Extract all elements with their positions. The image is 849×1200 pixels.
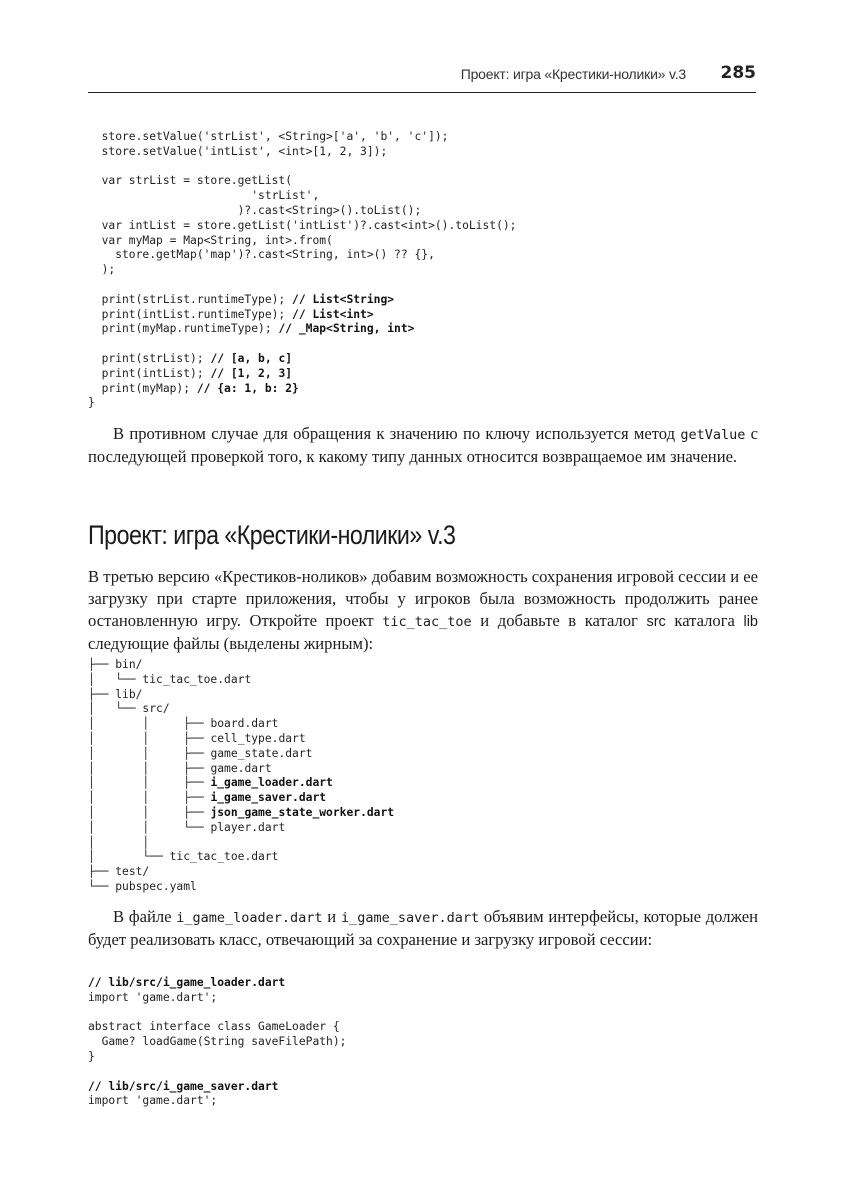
- code-block-bottom: [88, 976, 346, 1109]
- code-line: )?.cast<String>().toList();: [88, 203, 422, 217]
- code-line: [88, 976, 285, 989]
- code-line: store.setValue('strList', <String>['a', 'b', 'c']);: [88, 130, 449, 143]
- code-line: print(intList); // [1, 2, 3]: [88, 366, 293, 380]
- code-line: import 'game.dart';: [88, 1094, 218, 1108]
- tree-entry-name: cell_type.dart: [210, 731, 306, 745]
- tree-entry: │ │ ├── json_game_state_worker.dart: [88, 805, 395, 819]
- dir-name-src: src: [646, 614, 666, 630]
- tree-entry-name: json_game_state_worker.dart: [210, 805, 395, 819]
- tree-entry-name: board.dart: [210, 717, 279, 731]
- code-line: import 'game.dart';: [88, 990, 218, 1004]
- tree-entry: │ │ ├── board.dart: [88, 717, 279, 731]
- tree-entry-name: pubspec.yaml: [115, 879, 197, 893]
- tree-entry: │ │ ├── game.dart: [88, 761, 272, 775]
- tree-entry-name: lib/: [115, 687, 143, 701]
- code-comment: // lib/src/i_game_loader.dart: [88, 976, 286, 989]
- code-line: 'strList',: [88, 189, 320, 203]
- inline-code-saver-file: i_game_saver.dart: [340, 910, 480, 926]
- tree-entry: ├── test/: [88, 865, 150, 879]
- tree-entry-name: test/: [115, 865, 150, 879]
- code-line: [88, 1080, 278, 1093]
- tree-entry-name: game.dart: [210, 761, 272, 775]
- tree-entry-name: game_state.dart: [210, 746, 313, 760]
- tree-entry-name: i_game_saver.dart: [210, 791, 327, 805]
- code-line: print(strList.runtimeType); // List<String>: [88, 292, 395, 306]
- file-tree: [88, 658, 394, 895]
- tree-entry: │ │ ├── i_game_saver.dart: [88, 791, 327, 805]
- code-line: }: [88, 396, 95, 410]
- code-line: }: [88, 1049, 95, 1063]
- inline-code-loader-file: i_game_loader.dart: [176, 910, 323, 926]
- tree-entry: ├── lib/: [88, 687, 143, 701]
- tree-entry-name: src/: [142, 702, 170, 716]
- code-comment: // _Map<String, int>: [278, 322, 415, 336]
- running-header: [88, 62, 756, 93]
- tree-entry-name: player.dart: [210, 820, 286, 834]
- tree-entry-name: tic_tac_toe.dart: [142, 672, 252, 686]
- code-line: print(myMap.runtimeType); // _Map<String, int>: [88, 322, 415, 336]
- tree-entry: │ │ ├── game_state.dart: [88, 746, 313, 760]
- paragraph-intro: В третью версию «Крестиков-ноликов» добавим возможность сохранения игровой сессии и ее загрузку при старте приложения, чтобы у игроков была возможность продолжить ранее остановленную игру. Откройте проект tic_tac_toe и добавьте в каталог src каталога lib следующие файлы (выделены жирным):: [88, 567, 758, 653]
- tree-entry: │ └── src/: [88, 702, 170, 716]
- code-line: print(myMap); // {a: 1, b: 2}: [88, 381, 299, 395]
- tree-entry: ├── bin/: [88, 658, 143, 671]
- page-number: 285: [720, 63, 756, 83]
- code-comment: // [a, b, c]: [210, 351, 293, 365]
- running-title: Проект: игра «Крестики-нолики» v.3: [460, 66, 686, 82]
- inline-code-getvalue: getValue: [680, 427, 746, 443]
- tree-entry: │ │ └── player.dart: [88, 820, 286, 834]
- tree-entry: │ │ ├── i_game_loader.dart: [88, 776, 333, 790]
- tree-entry-name: tic_tac_toe.dart: [169, 850, 279, 864]
- code-comment: // [1, 2, 3]: [210, 366, 293, 380]
- code-line: print(strList); // [a, b, c]: [88, 351, 293, 365]
- code-line: print(intList.runtimeType); // List<int>: [88, 307, 374, 321]
- paragraph-getvalue: В противном случае для обращения к значению по ключу используется метод getValue с последующей проверкой того, к какому типу данных относится возвращаемое им значение.: [88, 424, 759, 466]
- tree-entry: │ └── tic_tac_toe.dart: [88, 850, 279, 864]
- code-block-top: [88, 130, 516, 411]
- code-line: var myMap = Map<String, int>.from(: [88, 233, 333, 247]
- inline-code-project: tic_tac_toe: [382, 614, 472, 630]
- section-title: Проект: игра «Крестики-нолики» v.3: [88, 520, 456, 550]
- code-line: Game? loadGame(String saveFilePath);: [88, 1035, 347, 1049]
- tree-entry-name: i_game_loader.dart: [210, 776, 333, 790]
- dir-name-lib: lib: [743, 614, 758, 630]
- code-line: var strList = store.getList(: [88, 174, 293, 188]
- code-line: store.getMap('map')?.cast<String, int>() ?? {},: [88, 248, 435, 262]
- code-line: );: [88, 263, 116, 277]
- code-comment: // lib/src/i_game_saver.dart: [88, 1079, 279, 1093]
- tree-entry: └── pubspec.yaml: [88, 879, 197, 893]
- tree-entry: │ │: [88, 835, 150, 849]
- code-line: abstract interface class GameLoader {: [88, 1020, 340, 1034]
- code-line: store.setValue('intList', <int>[1, 2, 3]);: [88, 144, 388, 158]
- code-comment: // {a: 1, b: 2}: [196, 381, 299, 395]
- tree-entry-name: bin/: [115, 658, 143, 671]
- tree-entry: │ └── tic_tac_toe.dart: [88, 672, 252, 686]
- tree-entry: │ │ ├── cell_type.dart: [88, 731, 306, 745]
- code-comment: // List<String>: [292, 292, 395, 306]
- code-line: var intList = store.getList('intList')?.cast<int>().toList();: [88, 218, 517, 232]
- paragraph-interfaces: В файле i_game_loader.dart и i_game_saver.dart объявим интерфейсы, которые должен будет реализовать класс, отвечающий за сохранение и загрузку игровой сессии:: [88, 907, 758, 949]
- code-comment: // List<int>: [292, 307, 374, 321]
